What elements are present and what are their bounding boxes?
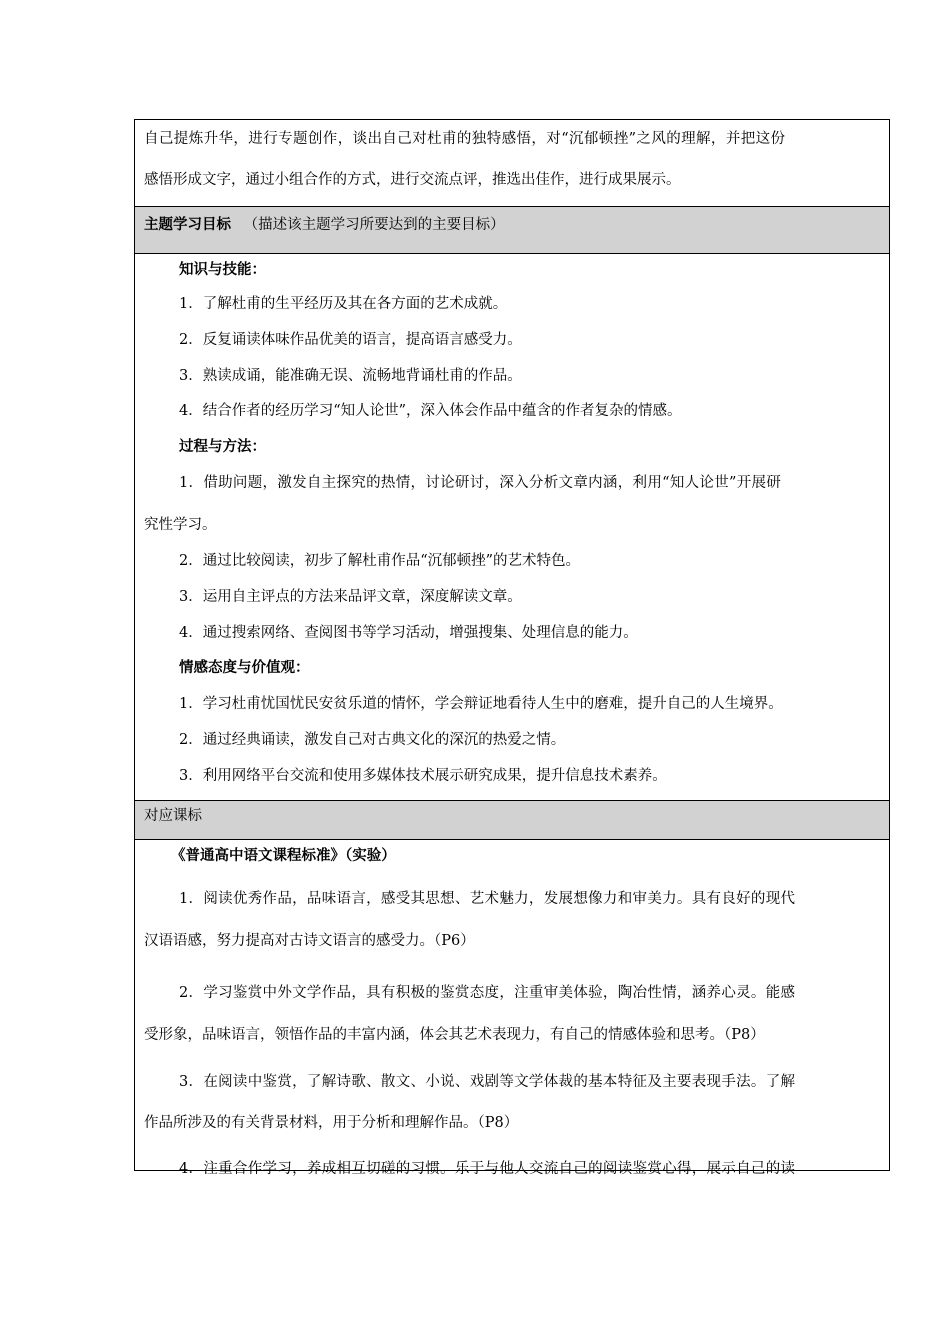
goals-section xyxy=(135,254,889,800)
document-table xyxy=(134,119,890,1177)
standard-item-3b: 作品所涉及的有关背景材料，用于分析和理解作品。（P8） xyxy=(144,1115,519,1131)
process-item-1b: 究性学习。 xyxy=(144,517,217,533)
goals-header xyxy=(135,206,889,254)
goals-header-title: 主题学习目标 xyxy=(144,216,231,233)
standard-item-1b: 汉语语感，努力提高对古诗文语言的感受力。（P6） xyxy=(144,933,475,949)
intro-section xyxy=(135,120,889,206)
process-item-3: 3．运用自主评点的方法来品评文章，深度解读文章。 xyxy=(179,589,522,605)
knowledge-item-4: 4．结合作者的经历学习“知人论世”，深入体会作品中蕴含的作者复杂的情感。 xyxy=(179,403,682,419)
knowledge-item-1: 1．了解杜甫的生平经历及其在各方面的艺术成就。 xyxy=(179,296,508,312)
standard-item-4a: 4．注重合作学习，养成相互切磋的习惯。乐于与他人交流自己的阅读鉴赏心得，展示自己的读 xyxy=(179,1161,796,1177)
knowledge-heading: 知识与技能： xyxy=(179,261,266,278)
process-item-2: 2．通过比较阅读，初步了解杜甫作品“沉郁顿挫”的艺术特色。 xyxy=(179,553,581,569)
standard-item-2b: 受形象，品味语言，领悟作品的丰富内涵，体会其艺术表现力，有自己的情感体验和思考。（P8） xyxy=(144,1027,765,1043)
goals-header-text xyxy=(144,215,505,235)
process-heading: 过程与方法： xyxy=(179,438,266,455)
emotion-item-2: 2．通过经典诵读，激发自己对古典文化的深沉的热爱之情。 xyxy=(179,732,566,748)
process-item-4: 4．通过搜索网络、查阅图书等学习活动，增强搜集、处理信息的能力。 xyxy=(179,625,638,641)
goals-header-note: （描述该主题学习所要达到的主要目标） xyxy=(243,217,505,233)
knowledge-item-3: 3．熟读成诵，能准确无误、流畅地背诵杜甫的作品。 xyxy=(179,368,522,384)
standard-item-1a: 1．阅读优秀作品，品味语言，感受其思想、艺术魅力，发展想像力和审美力。具有良好的现代 xyxy=(179,891,796,907)
intro-line-1: 自己提炼升华，进行专题创作，谈出自己对杜甫的独特感悟，对“沉郁顿挫”之风的理解，并把这份 xyxy=(144,131,786,147)
standards-header xyxy=(135,800,889,840)
standards-book-title: 《普通高中语文课程标准》（实验） xyxy=(171,847,396,864)
process-item-1a: 1．借助问题，激发自主探究的热情，讨论研讨，深入分析文章内涵，利用“知人论世”开展研 xyxy=(179,475,782,491)
knowledge-item-2: 2．反复诵读体味作品优美的语言，提高语言感受力。 xyxy=(179,332,522,348)
standard-item-3a: 3．在阅读中鉴赏，了解诗歌、散文、小说、戏剧等文学体裁的基本特征及主要表现手法。了解 xyxy=(179,1074,796,1090)
standard-item-2a: 2．学习鉴赏中外文学作品，具有积极的鉴赏态度，注重审美体验，陶冶性情，涵养心灵。能感 xyxy=(179,985,796,1001)
emotion-item-3: 3．利用网络平台交流和使用多媒体技术展示研究成果，提升信息技术素养。 xyxy=(179,768,667,784)
emotion-item-1: 1．学习杜甫忧国忧民安贫乐道的情怀，学会辩证地看待人生中的磨难，提升自己的人生境界。 xyxy=(179,696,783,712)
emotion-heading: 情感态度与价值观： xyxy=(179,659,310,676)
intro-line-2: 感悟形成文字，通过小组合作的方式，进行交流点评，推选出佳作，进行成果展示。 xyxy=(144,172,681,188)
standards-section xyxy=(135,840,889,1177)
standards-header-title: 对应课标 xyxy=(144,808,202,824)
